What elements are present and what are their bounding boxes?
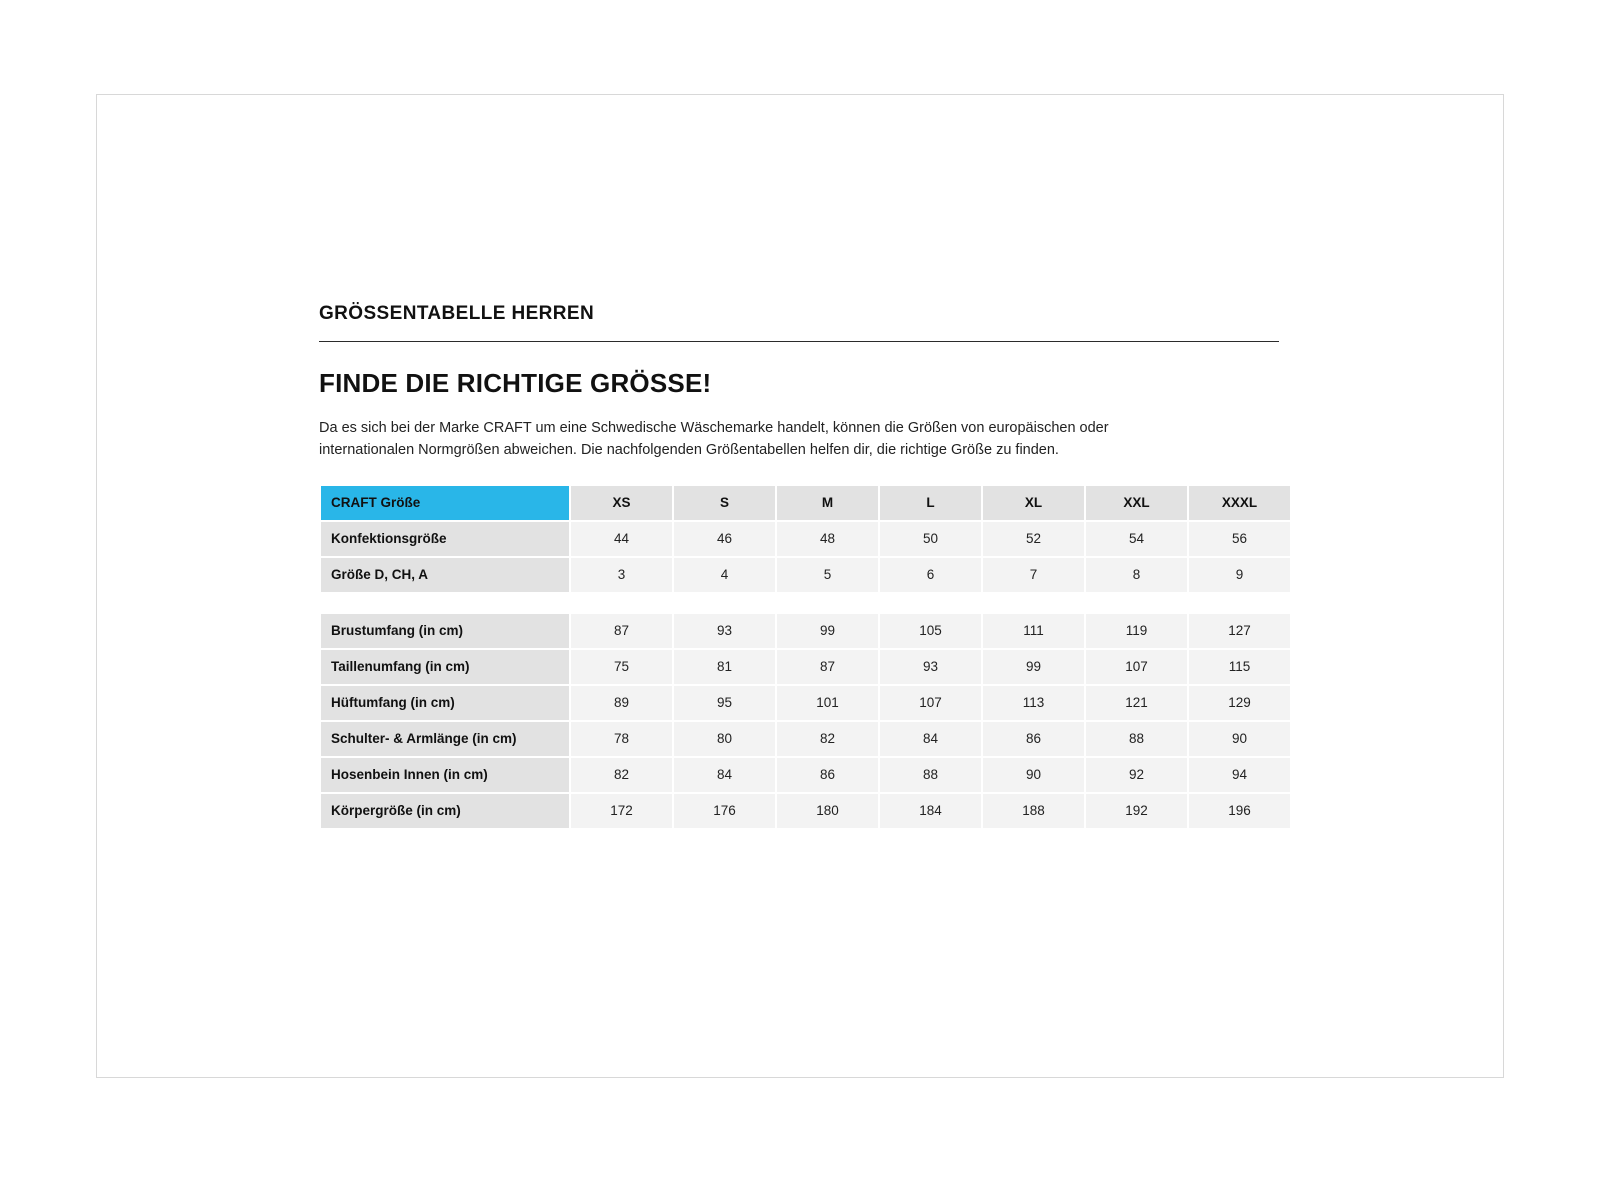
cell-value: 82: [571, 758, 672, 792]
page-title: GRÖSSENTABELLE HERREN: [319, 303, 595, 324]
cell-value: 111: [983, 614, 1084, 648]
cell-value: 105: [880, 614, 981, 648]
cell-value: 99: [777, 614, 878, 648]
document-content: [319, 303, 1279, 830]
header-size-xxxl: XXXL: [1189, 486, 1290, 520]
cell-value: 84: [674, 758, 775, 792]
header-size-xl: XL: [983, 486, 1084, 520]
row-label-groesse-d-ch-a: Größe D, CH, A: [321, 558, 569, 592]
header-size-s: S: [674, 486, 775, 520]
cell-value: 107: [880, 686, 981, 720]
section-headline: FINDE DIE RICHTIGE GRÖSSE!: [319, 368, 712, 398]
cell-value: 88: [1086, 722, 1187, 756]
cell-value: 89: [571, 686, 672, 720]
cell-value: 196: [1189, 794, 1290, 828]
table-row: [321, 686, 1290, 720]
cell-value: 119: [1086, 614, 1187, 648]
row-label-koerpergroesse: Körpergröße (in cm): [321, 794, 569, 828]
cell-value: 5: [777, 558, 878, 592]
row-label-taillenumfang: Taillenumfang (in cm): [321, 650, 569, 684]
cell-value: 88: [880, 758, 981, 792]
table-row: [321, 614, 1290, 648]
table-row: [321, 722, 1290, 756]
cell-value: 176: [674, 794, 775, 828]
cell-value: 54: [1086, 522, 1187, 556]
cell-value: 90: [983, 758, 1084, 792]
cell-value: 95: [674, 686, 775, 720]
cell-value: 180: [777, 794, 878, 828]
header-size-xs: XS: [571, 486, 672, 520]
table-row: [321, 758, 1290, 792]
cell-value: 192: [1086, 794, 1187, 828]
cell-value: 101: [777, 686, 878, 720]
cell-value: 50: [880, 522, 981, 556]
cell-value: 86: [983, 722, 1084, 756]
cell-value: 46: [674, 522, 775, 556]
cell-value: 3: [571, 558, 672, 592]
cell-value: 81: [674, 650, 775, 684]
table-row: [321, 794, 1290, 828]
table-group-spacer: [321, 594, 1290, 612]
size-chart-table: [319, 484, 1292, 830]
row-label-hueftumfang: Hüftumfang (in cm): [321, 686, 569, 720]
row-label-hosenbein-innen: Hosenbein Innen (in cm): [321, 758, 569, 792]
intro-paragraph: Da es sich bei der Marke CRAFT um eine Schwedische Wäschemarke handelt, können die Größen von europäischen oder internationalen Normgrößen abweichen. Die nachfolgenden Größentabellen helfen dir, die richtige Größe zu finden.: [319, 420, 1109, 459]
cell-value: 121: [1086, 686, 1187, 720]
cell-value: 84: [880, 722, 981, 756]
cell-value: 93: [674, 614, 775, 648]
cell-value: 127: [1189, 614, 1290, 648]
cell-value: 4: [674, 558, 775, 592]
table-row: [321, 558, 1290, 592]
header-size-l: L: [880, 486, 981, 520]
cell-value: 82: [777, 722, 878, 756]
table-row: [321, 650, 1290, 684]
document-page: [96, 94, 1504, 1078]
cell-value: 99: [983, 650, 1084, 684]
cell-value: 87: [571, 614, 672, 648]
cell-value: 56: [1189, 522, 1290, 556]
cell-value: 52: [983, 522, 1084, 556]
header-size-m: M: [777, 486, 878, 520]
row-label-konfektionsgroesse: Konfektionsgröße: [321, 522, 569, 556]
cell-value: 7: [983, 558, 1084, 592]
cell-value: 115: [1189, 650, 1290, 684]
cell-value: 86: [777, 758, 878, 792]
cell-value: 188: [983, 794, 1084, 828]
cell-value: 92: [1086, 758, 1187, 792]
table-header-row: [321, 486, 1290, 520]
cell-value: 90: [1189, 722, 1290, 756]
table-row: [321, 522, 1290, 556]
cell-value: 129: [1189, 686, 1290, 720]
header-craft-size: CRAFT Größe: [321, 486, 569, 520]
row-label-schulter-armlaenge: Schulter- & Armlänge (in cm): [321, 722, 569, 756]
cell-value: 94: [1189, 758, 1290, 792]
cell-value: 78: [571, 722, 672, 756]
cell-value: 6: [880, 558, 981, 592]
cell-value: 184: [880, 794, 981, 828]
header-size-xxl: XXL: [1086, 486, 1187, 520]
cell-value: 75: [571, 650, 672, 684]
cell-value: 9: [1189, 558, 1290, 592]
cell-value: 113: [983, 686, 1084, 720]
cell-value: 107: [1086, 650, 1187, 684]
cell-value: 8: [1086, 558, 1187, 592]
cell-value: 80: [674, 722, 775, 756]
cell-value: 44: [571, 522, 672, 556]
row-label-brustumfang: Brustumfang (in cm): [321, 614, 569, 648]
cell-value: 93: [880, 650, 981, 684]
cell-value: 48: [777, 522, 878, 556]
cell-value: 87: [777, 650, 878, 684]
cell-value: 172: [571, 794, 672, 828]
title-divider: [319, 341, 1279, 342]
